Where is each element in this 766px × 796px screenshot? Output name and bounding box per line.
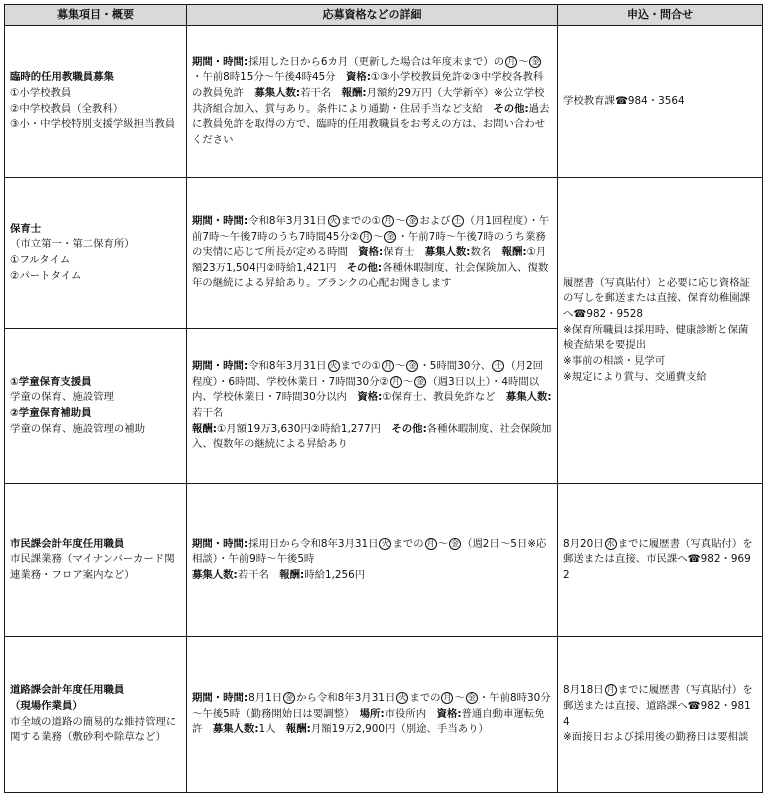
item-title: ①学童保育支援員 xyxy=(10,375,92,388)
details-text: までの xyxy=(392,537,424,550)
details-text: 採用日から令和8年3月31日 xyxy=(248,537,379,550)
item-line: 学童の保育、施設管理 xyxy=(10,391,114,404)
contact-text: までに履歴書（写真貼付）を郵送または直接、市民課へ☎982・9692 xyxy=(563,537,753,581)
item-title: ②学童保育補助員 xyxy=(10,407,92,419)
contact-note: ※保育所職員は採用時、健康診断と保菌検査結果を要提出 xyxy=(563,323,749,352)
label-period: 期間・時間: xyxy=(192,55,249,68)
weekday-badge: 土 xyxy=(453,215,462,225)
contact-cell xyxy=(558,637,763,793)
details-text: （月2回程度）・6時間、学校休業日・7時間30分② xyxy=(192,360,543,388)
item-cell xyxy=(5,329,187,484)
weekday-badge: 月 xyxy=(443,693,452,703)
details-text: 採用した日から6カ月（更新した場合は年度末まで）の xyxy=(248,55,505,68)
details-text: ①月額19万3,630円②時給1,277円 xyxy=(216,422,392,435)
weekday-badge: 金 xyxy=(408,215,417,225)
recruitment-table xyxy=(4,4,763,793)
details-text: ～ xyxy=(518,55,529,68)
details-text: 若干名 xyxy=(237,568,280,581)
label-headcount: 募集人数: xyxy=(424,246,471,259)
item-line: ②中学校教員（全教科） xyxy=(10,102,124,115)
contact-note: ※事前の相談・見学可 xyxy=(563,354,666,367)
weekday-badge: 金 xyxy=(386,231,395,241)
details-text: ～ xyxy=(437,537,449,550)
contact-text: 履歴書（写真貼付）と必要に応じ資格証の写しを郵送または直接、保育幼稚園課へ☎982・9528 xyxy=(563,276,751,321)
weekday-badge: 月 xyxy=(391,376,400,386)
weekday-badge: 月 xyxy=(606,685,615,695)
label-location: 場所: xyxy=(359,707,385,720)
weekday-badge: 月 xyxy=(362,231,371,241)
label-period: 期間・時間: xyxy=(192,537,249,550)
details-text: までの① xyxy=(340,214,382,227)
weekday-badge: 金 xyxy=(408,361,417,371)
details-text: および xyxy=(419,214,451,227)
header-contact: 申込・問合せ xyxy=(558,5,763,26)
details-text: （週2日～5日※応相談）・午前9時～午後5時 xyxy=(192,537,547,566)
item-line: ①フルタイム xyxy=(10,254,71,266)
details-text: ①月額23万1,504円②時給1,421円 xyxy=(192,246,547,274)
weekday-badge: 火 xyxy=(398,693,407,703)
details-text: ①③小学校教員免許②③中学校各教科の教員免許 xyxy=(192,71,544,99)
label-qualification: 資格: xyxy=(436,707,462,720)
details-text: 過去に教員免許を取得の方で、臨時的任用教職員をお考えの方は、お問い合わせください xyxy=(192,102,550,146)
item-cell xyxy=(5,637,187,793)
details-text: 若干名 xyxy=(192,407,224,419)
label-qualification: 資格: xyxy=(345,71,371,84)
details-text: （月1回程度）・午前7時～午後7時のうち7時間45分② xyxy=(192,214,550,243)
label-period: 期間・時間: xyxy=(192,360,249,373)
weekday-badge: 火 xyxy=(329,361,338,371)
details-text: 月額19万2,900円（別途、手当あり） xyxy=(310,723,489,736)
item-line: ②パートタイム xyxy=(10,269,82,282)
label-headcount: 募集人数: xyxy=(505,391,552,404)
details-text: 保育士 xyxy=(383,246,425,259)
weekday-badge: 月 xyxy=(384,361,393,371)
weekday-badge: 月 xyxy=(384,215,393,225)
table-row-shimin xyxy=(5,484,763,637)
details-text: ～ xyxy=(395,360,406,373)
details-text: 若干名 xyxy=(300,86,342,99)
item-title: 市民課会計年度任用職員 xyxy=(10,537,125,550)
contact-note: ※規定により賞与、交通費支給 xyxy=(563,370,707,383)
details-text: 普通自動車運転免許 xyxy=(192,707,545,736)
contact-text: 8月20日 xyxy=(563,537,604,550)
details-text: 各種休暇制度、社会保険加入、復数年の継続による昇給あり。ブランクの心配お聞きします xyxy=(192,261,549,290)
details-text: ～ xyxy=(395,214,406,227)
details-text: ・午前8時15分～午後4時45分 xyxy=(192,71,346,84)
weekday-badge: 金 xyxy=(416,376,425,386)
label-period: 期間・時間: xyxy=(192,214,249,227)
details-text: 1人 xyxy=(258,723,286,736)
details-text: までの xyxy=(409,692,441,705)
weekday-badge: 金 xyxy=(467,693,476,703)
weekday-badge: 月 xyxy=(426,538,435,548)
weekday-badge: 水 xyxy=(606,538,615,548)
details-text: ・午前8時30分～午後5時（勤務開始日は要調整） xyxy=(192,692,551,720)
item-line: ③小・中学校特別支援学級担当教員 xyxy=(10,118,176,131)
details-text: 令和8年3月31日 xyxy=(248,214,327,227)
contact-text: 8月18日 xyxy=(563,684,604,697)
details-text: までの① xyxy=(340,360,382,373)
details-text: 月額約29万円（大学新卒）※公立学校共済組合加入、賞与あり。条件により通勤・住居手当など支給 xyxy=(192,86,545,115)
details-text: ・5時間30分、 xyxy=(419,360,492,373)
label-other: その他: xyxy=(493,102,529,115)
weekday-badge: 金 xyxy=(285,693,294,703)
header-item: 募集項目・概要 xyxy=(5,5,187,26)
label-qualification: 資格: xyxy=(358,246,384,259)
details-text: 8月1日 xyxy=(248,692,283,705)
weekday-badge: 火 xyxy=(329,215,338,225)
table-row-road xyxy=(5,637,763,793)
label-headcount: 募集人数: xyxy=(192,568,238,581)
item-cell xyxy=(5,484,187,637)
label-pay: 報酬: xyxy=(192,422,217,435)
details-text: 数名 xyxy=(470,246,502,259)
details-text: 令和8年3月31日 xyxy=(248,360,327,373)
item-title: 保育士 xyxy=(10,222,42,235)
label-pay: 報酬: xyxy=(279,568,305,581)
details-cell xyxy=(187,484,558,637)
details-text: 各種休暇制度、社会保険加入、復数年の継続による昇給あり xyxy=(192,422,552,451)
table-header-row xyxy=(5,5,763,26)
details-cell xyxy=(187,26,558,178)
item-cell xyxy=(5,178,187,329)
label-pay: 報酬: xyxy=(341,86,367,99)
item-cell xyxy=(5,26,187,178)
contact-note: ※面接日および採用後の勤務日は要相談 xyxy=(563,731,749,744)
details-text: 時給1,256円 xyxy=(304,568,366,581)
contact-cell xyxy=(558,484,763,637)
label-other: その他: xyxy=(391,422,427,435)
details-text: ①保育士、教員免許など xyxy=(382,391,506,404)
contact-text: までに履歴書（写真貼付）を郵送または直接、道路課へ☎982・9814 xyxy=(563,684,753,728)
details-text: 市役所内 xyxy=(384,707,437,720)
details-text: ～ xyxy=(373,230,384,243)
details-text: ～ xyxy=(454,692,465,705)
label-headcount: 募集人数: xyxy=(254,86,301,99)
item-line: 学童の保育、施設管理の補助 xyxy=(10,422,146,435)
label-other: その他: xyxy=(346,261,383,274)
weekday-badge: 月 xyxy=(507,56,516,66)
contact-text: 学校教育課☎984・3564 xyxy=(563,94,685,107)
table-row-nursery xyxy=(5,178,763,329)
label-pay: 報酬: xyxy=(501,246,527,259)
label-headcount: 募集人数: xyxy=(212,723,259,736)
details-text: ・午前7時～午後7時のうち業務の実情に応じて所長が定める時間 xyxy=(192,230,546,259)
details-cell xyxy=(187,637,558,793)
label-pay: 報酬: xyxy=(285,723,311,736)
header-details: 応募資格などの詳細 xyxy=(187,5,558,26)
weekday-badge: 金 xyxy=(451,538,460,548)
item-title: 臨時的任用教職員募集 xyxy=(10,71,114,84)
contact-cell-shared xyxy=(558,178,763,484)
details-text: （週3日以上）・4時間以内、学校休業日・7時間30分以内 xyxy=(192,375,540,404)
details-text: から令和8年3月31日 xyxy=(296,692,396,705)
item-line: ①小学校教員 xyxy=(10,86,72,99)
contact-cell xyxy=(558,26,763,178)
details-cell xyxy=(187,329,558,484)
item-subtitle: （現場作業員） xyxy=(10,699,83,712)
weekday-badge: 火 xyxy=(381,538,390,548)
label-period: 期間・時間: xyxy=(192,692,249,705)
table-row-teacher xyxy=(5,26,763,178)
item-line: 市民課業務（マイナンバーカード関連業務・フロア案内など） xyxy=(10,553,175,581)
details-cell xyxy=(187,178,558,329)
details-text: ～ xyxy=(402,375,414,388)
item-line: 市全域の道路の簡易的な維持管理に関する業務（敷砂利や除草など） xyxy=(10,715,177,744)
item-title: 道路課会計年度任用職員 xyxy=(10,684,125,697)
weekday-badge: 土 xyxy=(494,361,503,371)
weekday-badge: 金 xyxy=(531,56,540,66)
label-qualification: 資格: xyxy=(357,391,383,404)
item-subtitle: （市立第一・第二保育所） xyxy=(10,238,135,251)
